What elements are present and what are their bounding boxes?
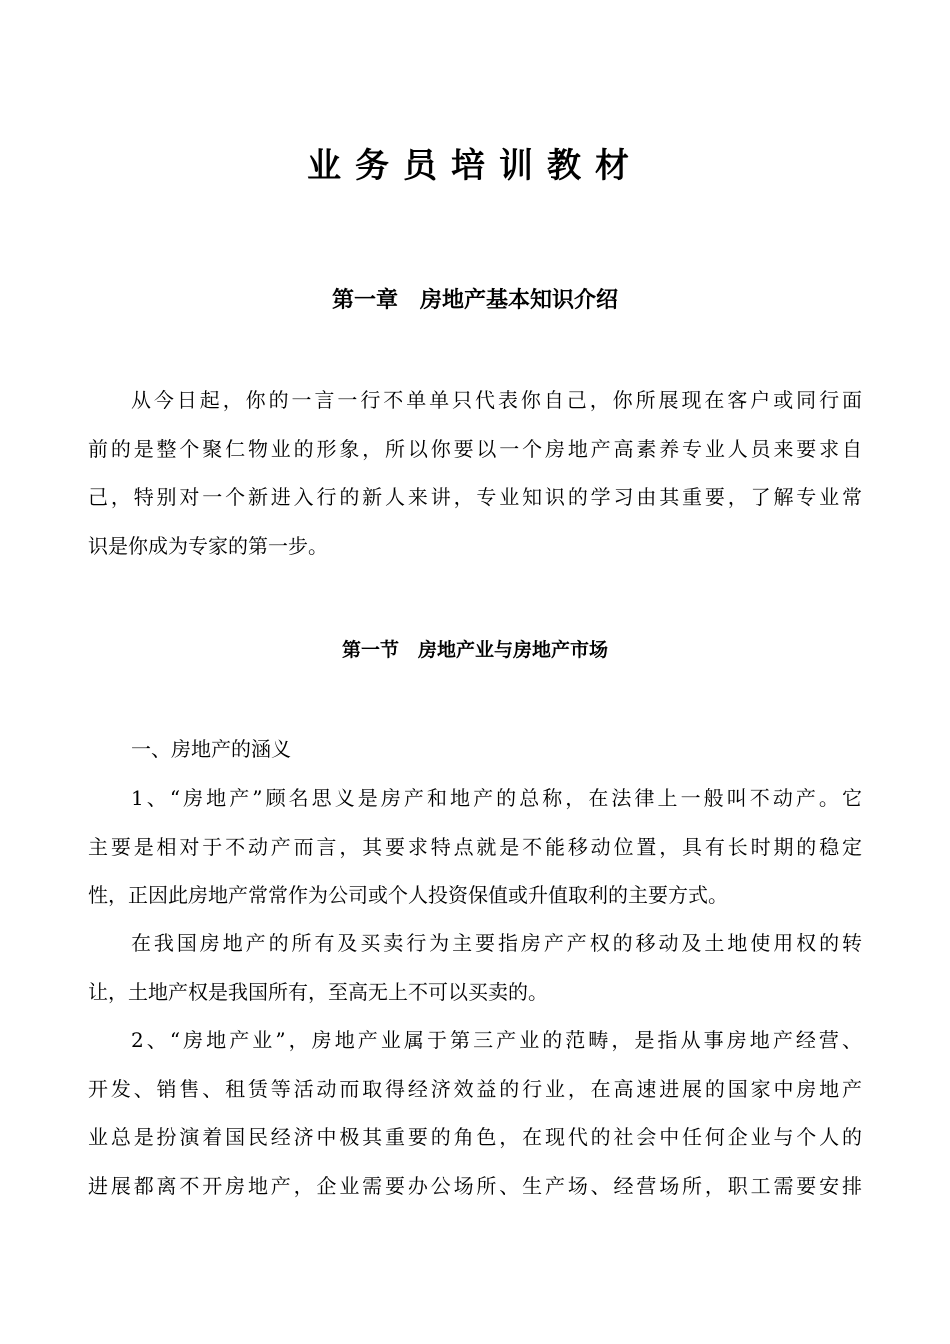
paragraph-line: 1、“房地产”顾名思义是房产和地产的总称，在法律上一般叫不动产。它 — [131, 786, 862, 810]
paragraph-line: 开发、销售、租赁等活动而取得经济效益的行业，在高速进展的国家中房地产 — [88, 1076, 862, 1101]
paragraph-line: 在我国房地产的所有及买卖行为主要指房产产权的移动及土地使用权的转 — [131, 931, 862, 955]
subheading: 一、房地产的涵义 — [131, 737, 291, 761]
paragraph-line: 让，土地产权是我国所有，至高无上不可以买卖的。 — [88, 979, 548, 1004]
paragraph-line: 业总是扮演着国民经济中极其重要的角色，在现代的社会中任何企业与个人的 — [88, 1125, 862, 1149]
item2-paragraph — [88, 1016, 862, 1210]
subheading-paragraph — [88, 725, 862, 774]
paragraph-line: 主要是相对于不动产而言，其要求特点就是不能移动位置，具有长时期的稳定 — [88, 834, 862, 859]
paragraph-line: 己，特别对一个新进入行的新人来讲，专业知识的学习由其重要，了解专业常 — [88, 485, 862, 509]
paragraph-line: 从今日起，你的一言一行不单单只代表你自己，你所展现在客户或同行面 — [131, 388, 862, 412]
paragraph-line: 识是你成为专家的第一步。 — [88, 533, 328, 558]
item1b-paragraph — [88, 919, 862, 1016]
paragraph-line: 进展都离不开房地产，企业需要办公场所、生产场、经营场所，职工需要安排 — [88, 1173, 862, 1198]
item1-paragraph — [88, 774, 862, 920]
intro-paragraph — [88, 376, 862, 570]
document-title: 业务员培训教材 — [307, 146, 643, 186]
section-title: 第一节 房地产业与房地产市场 — [341, 639, 608, 661]
paragraph-line: 性，正因此房地产常常作为公司或个人投资保值或升值取利的主要方式。 — [88, 883, 728, 907]
chapter-title: 第一章 房地产基本知识介绍 — [331, 287, 618, 313]
paragraph-line: 2、“房地产业”，房地产业属于第三产业的范畴，是指从事房地产经营、 — [131, 1028, 862, 1052]
paragraph-line: 前的是整个聚仁物业的形象，所以你要以一个房地产高素养专业人员来要求自 — [88, 436, 862, 461]
